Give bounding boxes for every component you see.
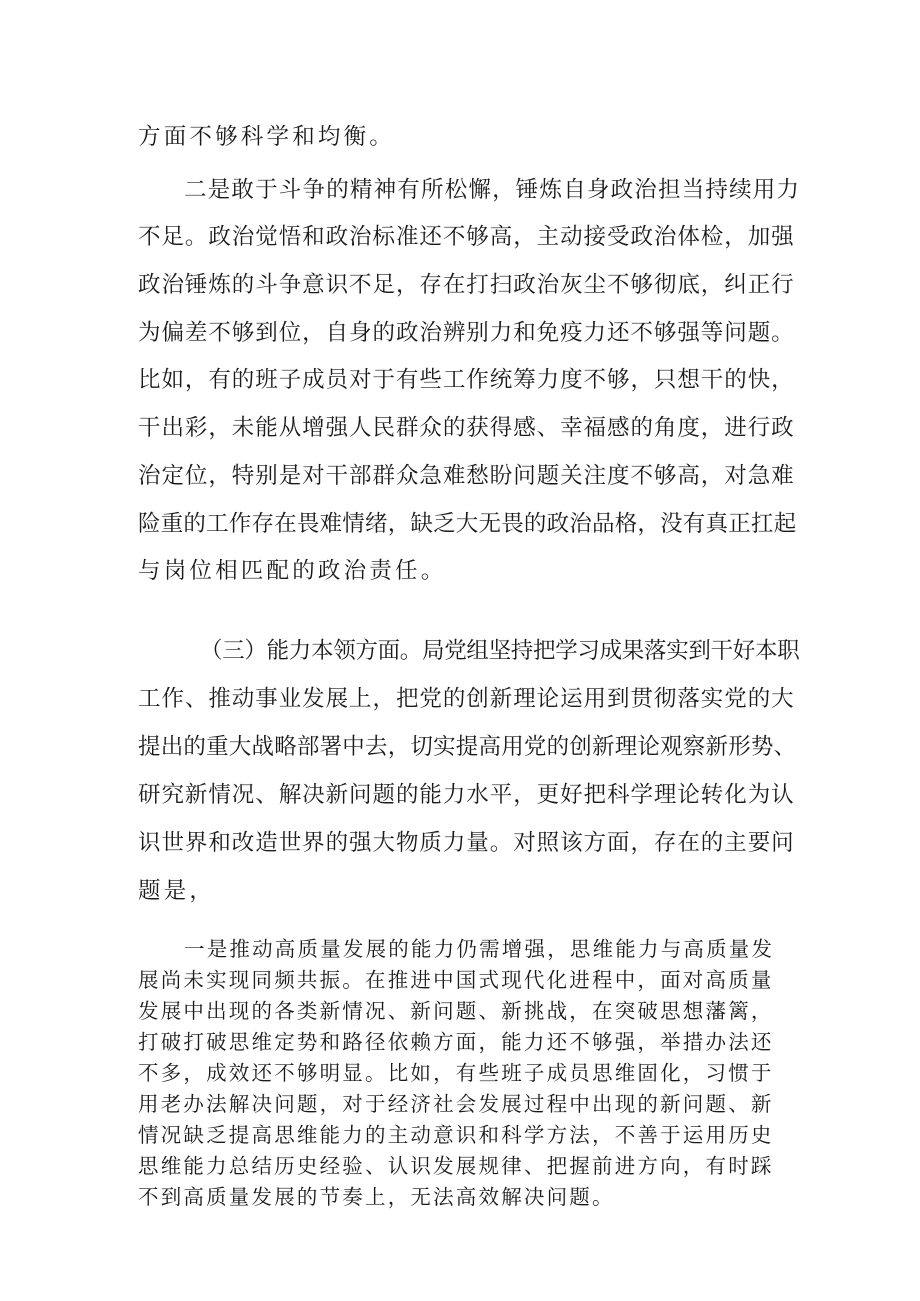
paragraph-3-line-5: 不多，成效还不够明显。比如，有些班子成员思维固化，习惯于 [138,1061,774,1085]
paragraph-3-line-9: 不到高质量发展的节奏上，无法高效解决问题。 [138,1185,615,1209]
paragraph-3-line-1: 一是推动高质量发展的能力仍需增强，思维能力与高质量发 [184,937,775,961]
paragraph-0-line-1: 方面不够科学和均衡。 [138,124,396,150]
paragraph-3-line-8: 思维能力总结历史经验、认识发展规律、把握前进方向，有时踩 [138,1154,774,1178]
paragraph-2-line-4: 研究新情况、解决新问题的能力水平，更好把科学理论转化为认 [138,782,795,808]
paragraph-1-line-3: 政治锤炼的斗争意识不足，存在打扫政治灰尘不够彻底，纠正行 [138,272,795,298]
paragraph-1-line-4: 为偏差不够到位，自身的政治辨别力和免疫力还不够强等问题。 [138,320,795,346]
paragraph-3-line-7: 情况缺乏提高思维能力的主动意识和科学方法，不善于运用历史 [138,1123,774,1147]
paragraph-1-line-9: 与岗位相匹配的政治责任。 [138,558,447,584]
paragraph-2-line-3: 提出的重大战略部署中去，切实提高用党的创新理论观察新形势、 [138,734,797,760]
paragraph-3-line-4: 打破打破思维定势和路径依赖方面，能力还不够强，举措办法还 [138,1030,774,1054]
paragraph-1-line-5: 比如，有的班子成员对于有些工作统筹力度不够，只想干的快， [138,367,795,393]
paragraph-1-line-1: 二是敢于斗争的精神有所松懈，锤炼自身政治担当持续用力 [184,177,801,203]
paragraph-2-line-5: 识世界和改造世界的强大物质力量。对照该方面，存在的主要问 [138,830,795,856]
paragraph-3-line-2: 展尚未实现同频共振。在推进中国式现代化进程中，面对高质量 [138,968,774,992]
paragraph-3-line-3: 发展中出现的各类新情况、新问题、新挑战，在突破思想藩篱， [138,999,774,1023]
paragraph-3-line-6: 用老办法解决问题，对于经济社会发展过程中出现的新问题、新 [138,1092,774,1116]
paragraph-1-line-8: 险重的工作存在畏难情绪，缺乏大无畏的政治品格，没有真正扛起 [138,511,797,537]
paragraph-1-line-2: 不足。政治觉悟和政治标准还不够高，主动接受政治体检，加强 [138,224,795,250]
paragraph-2-line-1: （三）能力本领方面。局党组坚持把学习成果落实到干好本职 [200,638,800,664]
paragraph-1-line-6: 干出彩，未能从增强人民群众的获得感、幸福感的角度，进行政 [138,415,795,441]
paragraph-1-line-7: 治定位，特别是对干部群众急难愁盼问题关注度不够高，对急难 [138,463,795,489]
paragraph-2-line-2: 工作、推动事业发展上，把党的创新理论运用到贯彻落实党的大 [138,686,795,712]
paragraph-2-line-6: 题是， [138,878,216,904]
